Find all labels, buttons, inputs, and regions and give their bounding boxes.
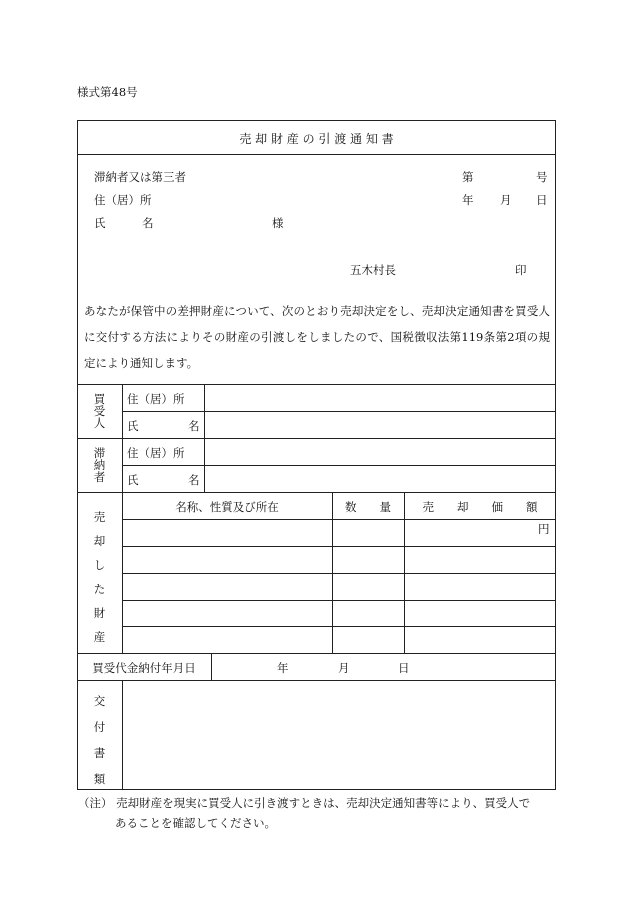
field-label-divider [204,384,205,492]
property-row-line-3 [122,600,556,601]
date-day: 日 [536,193,548,207]
buyer-section-bottom [77,438,556,439]
payment-date-label: 買受代金納付年月日 [92,661,196,675]
payment-date-divider [211,653,212,680]
title-divider [77,154,556,155]
notice-body-text: あなたが保管中の差押財産について、次のとおり売却決定をし、売却決定通知書を買受人に交付する方法によりその財産の引渡しをしましたので、国税徴収法第119条第2項の規定により通知します。 [84,304,550,370]
sold-property-section-label: 売 却 し た 財 産 [93,510,106,644]
delinquent-section-bottom [77,492,556,493]
delinquent-section-label: 滞 納 者 [93,446,106,484]
property-row-line-2 [122,573,556,574]
property-row-line-4 [122,626,556,627]
column-header-sale-price: 売 却 価 額 [422,500,538,514]
honorific-sama: 様 [272,216,284,230]
delivered-docs-divider [122,680,123,790]
table-top-border [77,384,556,385]
doc-number-dai: 第 [462,170,474,184]
footnote [78,793,558,833]
buyer-row-divider [122,411,556,412]
form-number: 様式第48号 [77,85,138,99]
form-title: 売 却 財 産 の 引 渡 通 知 書 [239,132,394,146]
payment-date-row-bottom [77,680,556,681]
footnote-line-1: 売却財産を現実に買受人に引き渡すときは、売却決定通知書等により、買受人で [116,796,531,810]
currency-unit-yen: 円 [538,522,550,536]
delinquent-row-divider [122,465,556,466]
buyer-name-label-a: 氏 [127,419,139,433]
column-header-quantity: 数 量 [345,500,391,514]
label-column-divider [122,384,123,653]
issuer-name: 五木村長 [350,263,396,277]
delivered-documents-field[interactable] [124,682,554,788]
delinquent-address-field[interactable] [206,440,554,464]
payment-date-month: 月 [338,661,350,675]
footnote-line-2: あることを確認してください。 [115,816,276,830]
quantity-column-left [332,492,333,653]
date-year: 年 [462,193,474,207]
price-column-left [404,492,405,653]
buyer-name-label-b: 名 [188,419,200,433]
delivered-documents-label: 交 付 書 類 [93,694,106,786]
buyer-address-label: 住（居）所 [127,392,185,406]
footnote-prefix: （注） [78,796,113,810]
delinquent-or-third-party-label: 滞納者又は第三者 [94,170,186,184]
delinquent-name-label-b: 名 [188,473,200,487]
recipient-name-label-b: 名 [142,216,154,230]
payment-date-year: 年 [277,661,289,675]
buyer-address-field[interactable] [206,386,554,410]
seal-mark: 印 [515,263,527,277]
recipient-address-label: 住（居）所 [94,193,152,207]
payment-date-day: 日 [398,661,410,675]
delinquent-name-label-a: 氏 [127,473,139,487]
recipient-name-label-a: 氏 [94,216,106,230]
delinquent-name-field[interactable] [206,467,554,491]
property-section-bottom [77,653,556,654]
date-month: 月 [500,193,512,207]
delinquent-address-label: 住（居）所 [127,446,185,460]
property-header-bottom [122,519,556,520]
doc-number-go: 号 [536,170,548,184]
buyer-section-label: 買 受 人 [93,392,106,430]
column-header-name-nature-location: 名称、性質及び所在 [175,500,279,514]
buyer-name-field[interactable] [206,413,554,437]
property-row-line-1 [122,546,556,547]
